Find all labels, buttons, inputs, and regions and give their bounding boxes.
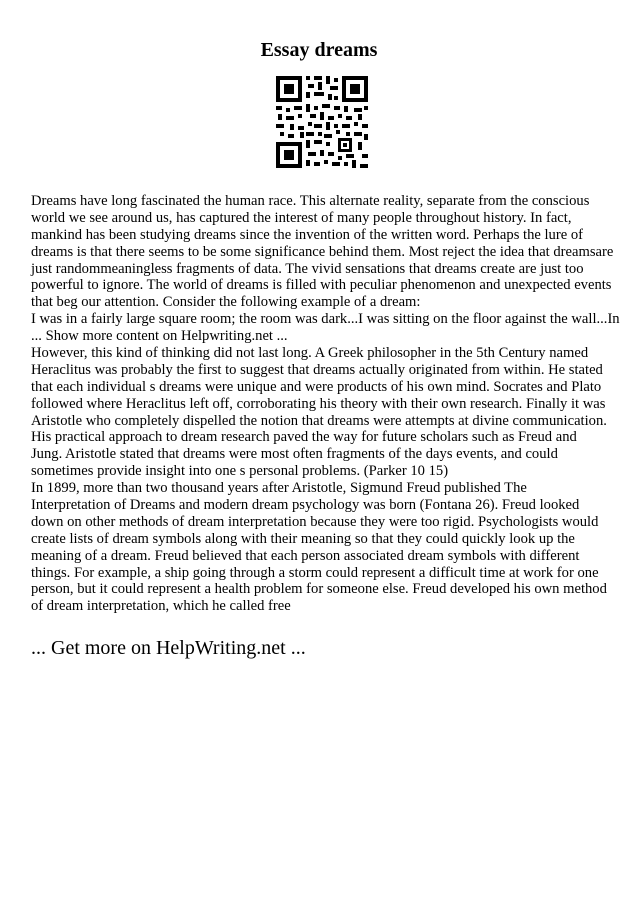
get-more-link[interactable]: ... Get more on HelpWriting.net ... bbox=[31, 637, 306, 659]
body-line: Dreams have long fascinated the human race. This alternate reality, separate from the conscious bbox=[31, 193, 590, 209]
body-line: Jung. Aristotle stated that dreams were most often fragments of the days events, and could bbox=[31, 446, 558, 463]
body-line: things. For example, a ship going through a storm could represent a difficult time at work for one bbox=[31, 564, 599, 581]
body-line: Interpretation of Dreams and modern dream psychology was born (Fontana 26). Freud looked bbox=[31, 497, 580, 514]
body-line: Heraclitus was probably the first to suggest that dreams actually originated from within. He stated bbox=[31, 361, 603, 378]
body-line: of dream interpretation, which he called free bbox=[31, 598, 291, 615]
body-line: However, this kind of thinking did not last long. A Greek philosopher in the 5th Century named bbox=[31, 345, 589, 362]
show-more-link[interactable]: ... Show more content on Helpwriting.net ... bbox=[31, 328, 288, 345]
page-title: Essay dreams bbox=[260, 39, 378, 61]
body-line: followed where Heraclitus left off, corroborating his theory with their own research. Finally it was bbox=[31, 395, 606, 412]
qr-code-icon bbox=[274, 74, 370, 170]
essay-body bbox=[31, 193, 620, 615]
body-line: mankind has been studying dreams since the invention of the written word. Perhaps the lure of bbox=[31, 226, 583, 243]
body-line: In 1899, more than two thousand years after Aristotle, Sigmund Freud published The bbox=[31, 480, 527, 497]
body-line: world we see around us, has captured the interest of many people throughout history. In fact, bbox=[31, 209, 572, 226]
body-line: I was in a fairly large square room; the room was dark...I was sitting on the floor against the wall...In bbox=[31, 311, 620, 328]
body-line: down on other methods of dream interpretation because they were too rigid. Psychologists would bbox=[31, 513, 599, 530]
body-line: dreams is that there seems to be some significance behind them. Most reject the idea that dreamsare bbox=[31, 243, 614, 260]
body-line: Aristotle who completely dispelled the notion that dreams were attempts at divine communication. bbox=[31, 412, 607, 429]
body-line: that each individual s dreams were unique and were products of his own mind. Socrates and Plato bbox=[31, 378, 602, 395]
body-line: sometimes provide insight into one s personal problems. (Parker 10 15) bbox=[31, 463, 449, 480]
body-line: powerful to ignore. The world of dreams is filled with peculiar phenomenon and unexpected events bbox=[31, 277, 612, 294]
body-line: that beg our attention. Consider the following example of a dream: bbox=[31, 294, 421, 311]
body-line: just randommeaningless fragments of data. The vivid sensations that dreams create are just too bbox=[31, 260, 584, 277]
body-line: create lists of dream symbols along with their meaning so that they could quickly look up the bbox=[31, 530, 575, 547]
body-line: person, but it could represent a health problem for someone else. Freud developed his own method bbox=[31, 581, 607, 598]
body-line: His practical approach to dream research paved the way for future scholars such as Freud and bbox=[31, 429, 577, 446]
body-line: meaning of a dream. Freud believed that each person associated dream symbols with different bbox=[31, 547, 580, 564]
